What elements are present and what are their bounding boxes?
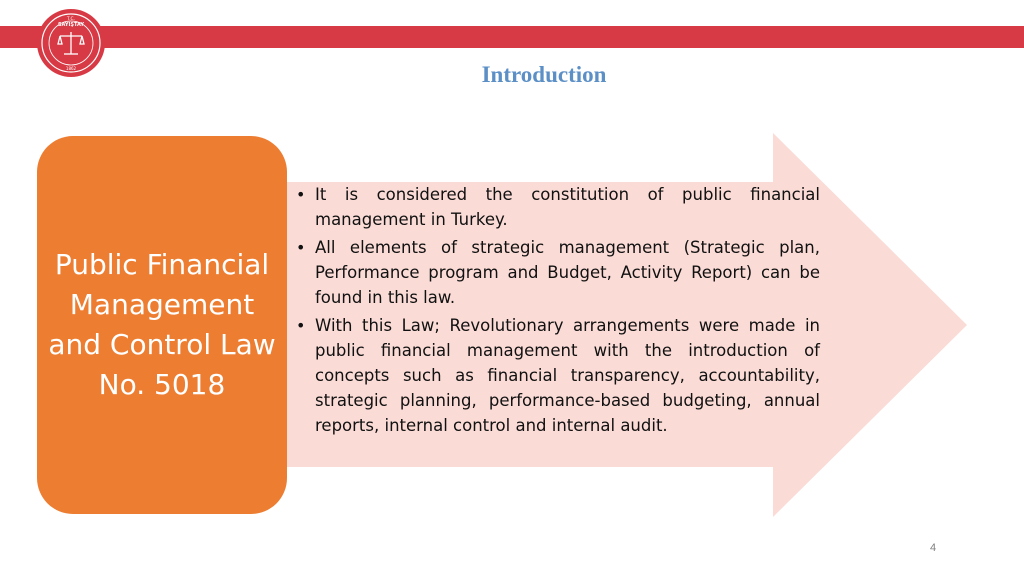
law-title: Public Financial Management and Control Law No. 5018: [48, 248, 276, 401]
bullet-dot: •: [296, 238, 306, 257]
page-number: 4: [930, 542, 937, 554]
bullet-dot: •: [296, 185, 306, 204]
svg-text:T.C.: T.C.: [66, 17, 76, 22]
svg-text:1862: 1862: [65, 66, 77, 71]
bullet-item: • It is considered the constitution of public financial management in Turkey.: [296, 182, 820, 232]
bullet-dot: •: [296, 316, 306, 335]
bullet-item: • With this Law; Revolutionary arrangements were made in public financial management with the introduction of concepts such as financial transparency, accountability, strategic planning, performance-based budgeting, annual reports, internal control and internal audit.: [296, 313, 820, 438]
svg-text:SAYIŞTAY: SAYIŞTAY: [57, 22, 85, 28]
bullet-list: [296, 182, 820, 441]
bullet-item: • All elements of strategic management (Strategic plan, Performance program and Budget, Activity Report) can be found in this law.: [296, 235, 820, 310]
law-title-box: [37, 136, 287, 514]
page-title: Introduction: [481, 62, 607, 87]
